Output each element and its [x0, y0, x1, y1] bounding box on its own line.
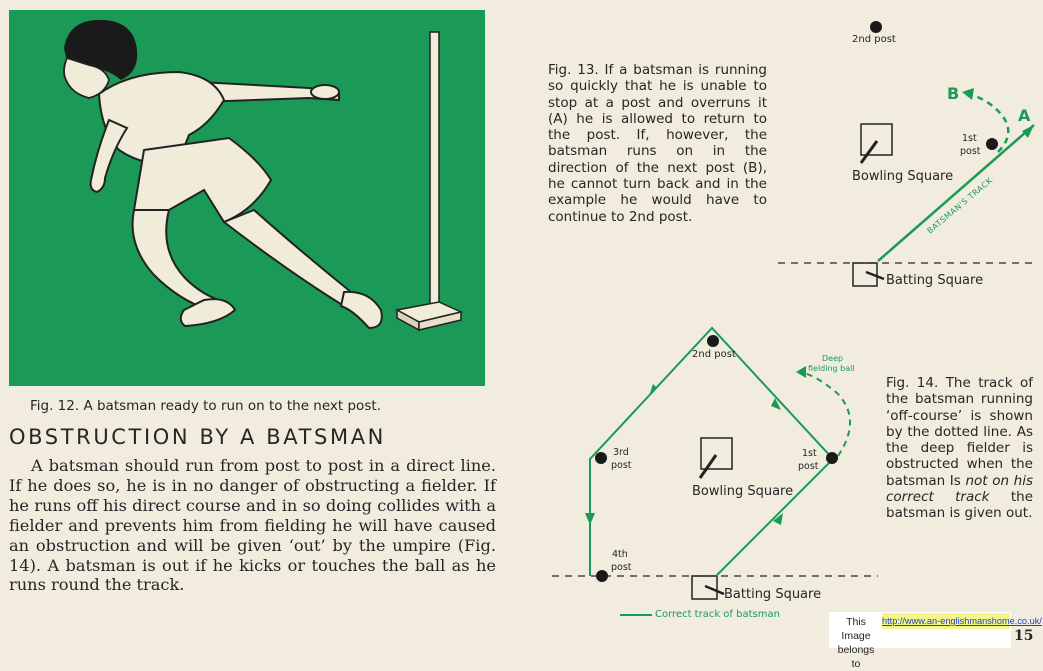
fig14-bowling-square	[701, 438, 732, 469]
fig14-post-1-label-line2: post	[798, 461, 819, 472]
fig13-batting-square-label: Batting Square	[886, 273, 984, 288]
watermark-link[interactable]: http://www.an-englishmanshome.co.uk/	[882, 613, 1010, 629]
fig14-post-1-marker	[826, 452, 838, 464]
fig14-post-1-label-line1: 1st	[802, 448, 817, 459]
fig14-post-3-label-line2: post	[611, 460, 632, 471]
fig14-post-4-label-line1: 4th	[612, 549, 628, 560]
fig14-post-2-label: 2nd post	[692, 349, 736, 360]
fig14-batting-square-label: Batting Square	[724, 587, 822, 602]
fig13-bowling-square-label: Bowling Square	[852, 169, 954, 184]
fig13-caption: Fig. 13. If a batsman is running so quickly that he is unable to stop at a post and overruns it (A) he is allowed to return to the post. If, however, the batsman runs on in the direction of the next post (B), he cannot turn back and in the example he would have to continue to 2nd post.	[548, 62, 767, 225]
fig14-caption-part2: the batsman is given out.	[886, 489, 1033, 522]
watermark-text: This Image belongs to	[837, 616, 875, 670]
fig14-post-2-marker	[707, 335, 719, 347]
fig13-track-label: BATSMAN'S TRACK	[925, 175, 995, 236]
fig14-bowling-square-label: Bowling Square	[692, 484, 794, 499]
fig13-post-1-label-line2: post	[960, 146, 981, 157]
fig14-post-3-marker	[595, 452, 607, 464]
section-heading: OBSTRUCTION BY A BATSMAN	[9, 425, 386, 449]
fig13-label-a: A	[1018, 106, 1031, 125]
fig14-post-4-label-line2: post	[611, 562, 632, 573]
fig14-caption-part1: Fig. 14. The track of the batsman running ‘off-course’ is shown by the dotted line. As the deep fielder is obstructed when the batsman Is	[886, 375, 1033, 489]
fig14-caption-emphasis: not on his correct track	[886, 472, 1033, 506]
fig14-deep-label-line2: fielding ball	[808, 364, 855, 373]
fig14-post-4-marker	[596, 570, 608, 582]
fig14-off-course-path	[802, 372, 850, 456]
fig14-legend-swatch	[620, 614, 652, 616]
fig14-deep-label-line1: Deep	[822, 354, 844, 363]
fig14-caption	[886, 375, 1033, 522]
article-body-text: A batsman should run from post to post in a direct line. If he does so, he is in no danger of obstructing a fielder. If he runs off his direct course and in so doing collides with a fielder and prevents him from fielding he will have caused an obstruction and will be given ‘out’ by the umpire (Fig. 14). A batsman is out if he kicks or touches the ball as he runs round the track.	[9, 456, 496, 595]
fig14-legend-label: Correct track of batsman	[655, 609, 780, 620]
fig13-post-2-label: 2nd post	[852, 34, 896, 45]
fig14-batting-square	[692, 576, 717, 599]
fig13-label-b: B	[947, 84, 960, 103]
page-number: 15	[1014, 628, 1034, 644]
fig14-post-3-label-line1: 3rd	[613, 447, 629, 458]
fig12-caption: Fig. 12. A batsman ready to run on to the next post.	[30, 398, 381, 414]
fig13-post-1-label-line1: 1st	[962, 133, 977, 144]
